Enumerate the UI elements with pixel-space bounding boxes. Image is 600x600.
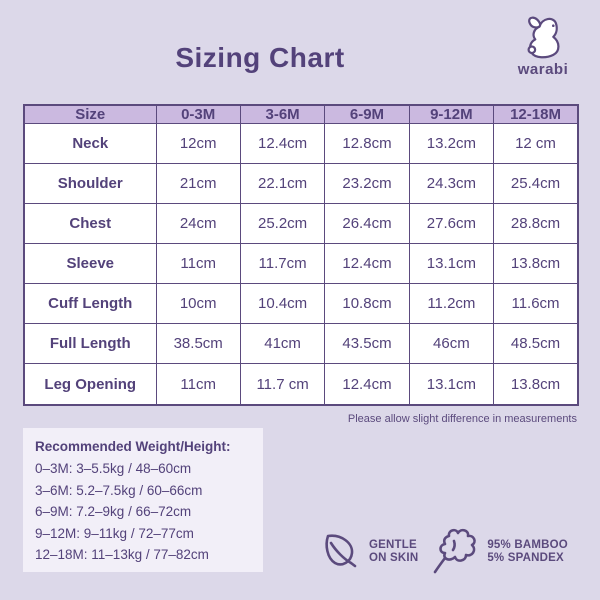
measurement-cell: 12 cm [494, 124, 578, 164]
row-label: Leg Opening [24, 364, 156, 405]
row-label: Cuff Length [24, 284, 156, 324]
measurement-cell: 10cm [156, 284, 240, 324]
table-row [24, 284, 578, 324]
measurement-cell: 11cm [156, 244, 240, 284]
table-row [24, 164, 578, 204]
table-header-cell: 6-9M [325, 105, 409, 124]
measurement-cell: 12cm [156, 124, 240, 164]
fabric-composition-label: 95% BAMBOO 5% SPANDEX [487, 538, 568, 564]
recommendations-title: Recommended Weight/Height: [35, 439, 231, 454]
measurement-cell: 41cm [240, 324, 324, 364]
leaf-icon [320, 531, 360, 573]
recommendation-item: 9–12M: 9–11kg / 72–77cm [35, 525, 194, 541]
measurement-cell: 46cm [409, 324, 493, 364]
table-body [24, 124, 578, 406]
measurement-cell: 48.5cm [494, 324, 578, 364]
row-label: Shoulder [24, 164, 156, 204]
measurement-cell: 11.6cm [494, 284, 578, 324]
row-label: Neck [24, 124, 156, 164]
measurement-cell: 27.6cm [409, 204, 493, 244]
measurement-cell: 13.8cm [494, 364, 578, 405]
table-row [24, 204, 578, 244]
row-label: Chest [24, 204, 156, 244]
measurement-cell: 11.7 cm [240, 364, 324, 405]
feature-badges [320, 520, 582, 584]
measurement-cell: 12.4cm [325, 244, 409, 284]
recommendations-list [35, 458, 251, 566]
recommendation-item: 12–18M: 11–13kg / 77–82cm [35, 547, 209, 562]
measurement-cell: 12.8cm [325, 124, 409, 164]
measurement-cell: 12.4cm [240, 124, 324, 164]
table-header-cell: 3-6M [240, 105, 324, 124]
measurement-cell: 13.1cm [409, 364, 493, 405]
table-header-cell: 0-3M [156, 105, 240, 124]
measurement-cell: 28.8cm [494, 204, 578, 244]
table-header-cell: Size [24, 105, 156, 124]
weight-height-recommendations [23, 428, 263, 572]
cotton-icon [430, 527, 478, 577]
table-row [24, 244, 578, 284]
measurement-cell: 24.3cm [409, 164, 493, 204]
brand-name: warabi [517, 61, 569, 78]
table-header-cell: 9-12M [409, 105, 493, 124]
measurement-cell: 25.2cm [240, 204, 324, 244]
measurement-cell: 11cm [156, 364, 240, 405]
fabric-composition-badge [430, 527, 568, 577]
measurement-disclaimer: Please allow slight difference in measurements [347, 413, 577, 425]
row-label: Sleeve [24, 244, 156, 284]
table-row [24, 124, 578, 164]
measurement-cell: 21cm [156, 164, 240, 204]
measurement-cell: 11.2cm [409, 284, 493, 324]
measurement-cell: 13.8cm [494, 244, 578, 284]
measurement-cell: 11.7cm [240, 244, 324, 284]
gentle-on-skin-badge [320, 531, 418, 573]
measurement-cell: 23.2cm [325, 164, 409, 204]
gentle-on-skin-label: GENTLE ON SKIN [369, 538, 419, 564]
table-header-row [24, 105, 578, 124]
measurement-cell: 10.4cm [240, 284, 324, 324]
row-label: Full Length [24, 324, 156, 364]
page-title: Sizing Chart [175, 42, 345, 73]
measurement-cell: 43.5cm [325, 324, 409, 364]
measurement-cell: 22.1cm [240, 164, 324, 204]
measurement-cell: 13.2cm [409, 124, 493, 164]
measurement-cell: 25.4cm [494, 164, 578, 204]
recommendation-item: 3–6M: 5.2–7.5kg / 60–66cm [35, 482, 203, 498]
sizing-table [23, 104, 579, 406]
measurement-cell: 12.4cm [325, 364, 409, 405]
measurement-cell: 10.8cm [325, 284, 409, 324]
measurement-cell: 26.4cm [325, 204, 409, 244]
recommendation-item: 0–3M: 3–5.5kg / 48–60cm [35, 461, 192, 476]
recommendation-item: 6–9M: 7.2–9kg / 66–72cm [35, 504, 192, 519]
measurement-cell: 24cm [156, 204, 240, 244]
brand-logo [504, 12, 582, 78]
table-header-cell: 12-18M [494, 105, 578, 124]
measurement-cell: 38.5cm [156, 324, 240, 364]
table-row [24, 364, 578, 405]
table-row [24, 324, 578, 364]
bunny-logo-icon [504, 12, 582, 60]
measurement-cell: 13.1cm [409, 244, 493, 284]
